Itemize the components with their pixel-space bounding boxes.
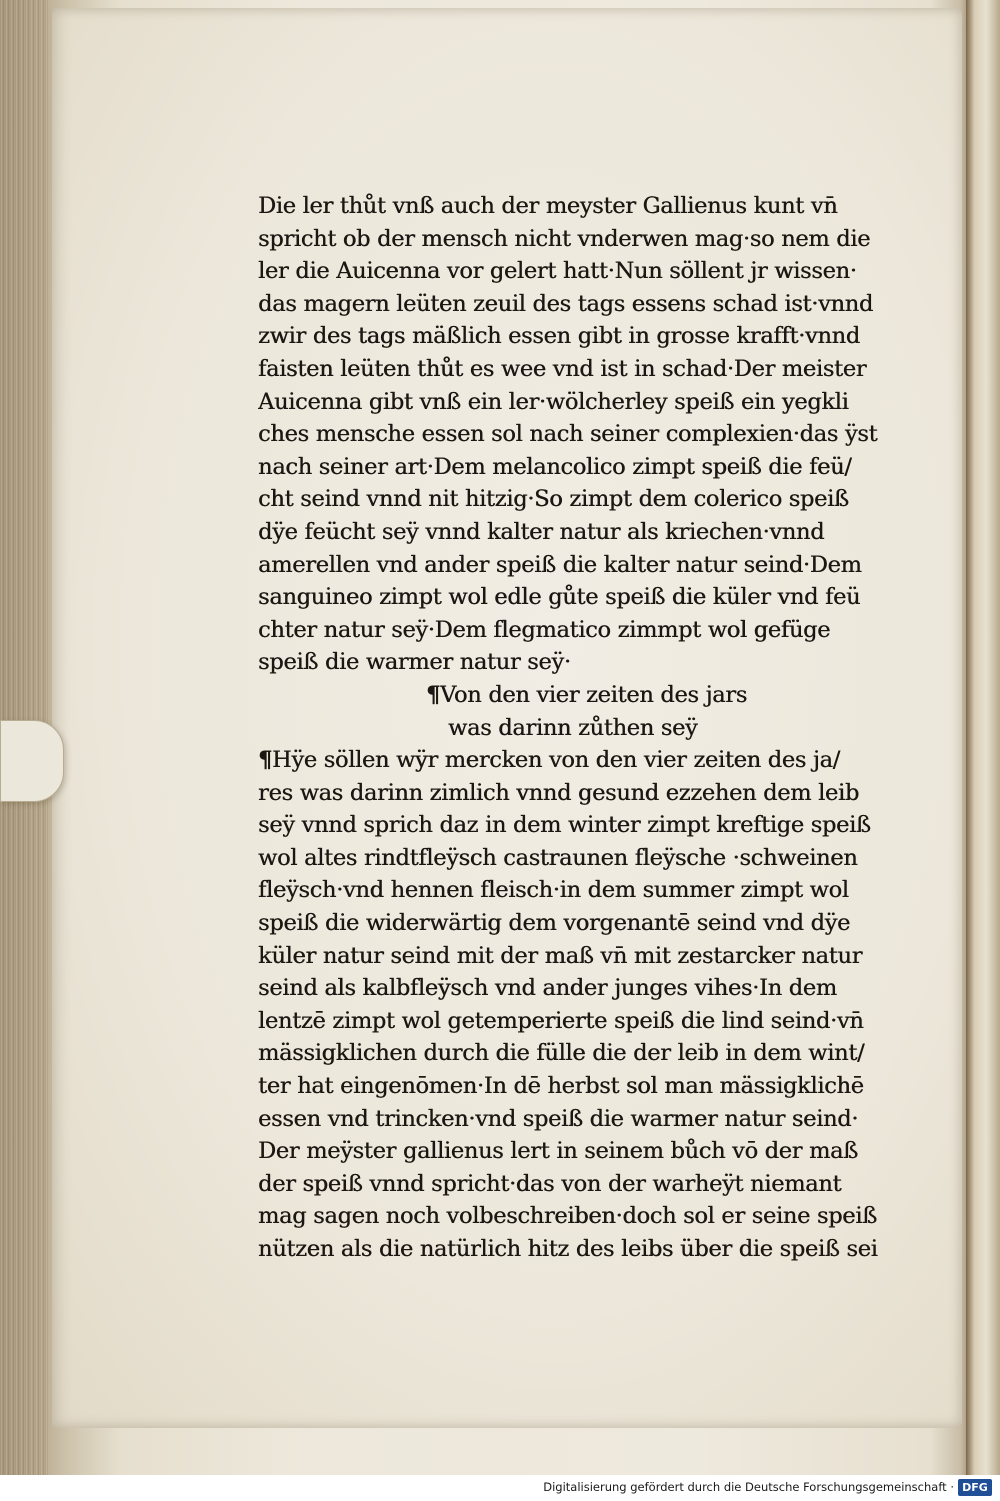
text-line: mag sagen noch volbeschreiben·doch sol er seine speiß	[258, 1203, 877, 1230]
text-line: Auicenna gibt vnß ein ler·wölcherley speiß ein yegkli	[258, 388, 849, 415]
text-line: ches mensche essen sol nach seiner complexien·das ÿst	[258, 421, 878, 448]
section-heading-line-1: Von den vier zeiten des jars	[440, 681, 747, 708]
text-line: nützen als die natürlich hitz des leibs über die speiß sei	[258, 1236, 878, 1262]
text-line: seÿ vnnd sprich daz in dem winter zimpt kreftige speiß	[258, 812, 871, 839]
text-line: speiß die widerwärtig dem vorgenantē seind vnd dÿe	[258, 910, 850, 937]
text-line: ¶Hÿe söllen wÿr mercken von den vier zeiten des ja/	[258, 747, 840, 774]
text-line: dÿe feücht seÿ vnnd kalter natur als kriechen·vnnd	[258, 518, 825, 545]
text-line: res was darinn zimlich vnnd gesund ezzehen dem leib	[258, 779, 859, 806]
text-line: Die ler thůt vnß auch der meyster Gallienus kunt vn̄	[258, 193, 838, 219]
text-line: essen vnd trincken·vnd speiß die warmer natur seind·	[258, 1105, 859, 1132]
text-line: sanguineo zimpt wol edle gůte speiß die küler vnd feü	[258, 584, 861, 611]
facing-page-edge	[966, 0, 1000, 1475]
bookmark-tab	[0, 720, 64, 802]
text-line: chter natur seÿ·Dem flegmatico zimmpt wol gefüge	[258, 616, 831, 643]
text-line: das magern leüten zeuil des tags essens schad ist·vnnd	[258, 290, 873, 317]
text-line: wol altes rindtfleÿsch castraunen fleÿsche ·schweinen	[258, 844, 858, 871]
text-line: ter hat eingenōmen·In dē herbst sol man mässigklichē	[258, 1073, 864, 1100]
pilcrow-mark: ¶	[426, 681, 441, 708]
text-line: Der meÿster gallienus lert in seinem bůch vō der maß	[258, 1138, 858, 1165]
section-heading-line-2: was darinn zůthen seÿ	[448, 714, 698, 741]
section-heading	[258, 679, 898, 712]
text-line: seind als kalbfleÿsch vnd ander junges vihes·In dem	[258, 975, 837, 1002]
text-line: zwir des tags mäßlich essen gibt in grosse krafft·vnnd	[258, 323, 860, 350]
footer-bar	[0, 1475, 1000, 1501]
text-line: spricht ob der mensch nicht vnderwen mag·so nem die	[258, 225, 871, 252]
text-line: speiß die warmer natur seÿ·	[258, 649, 571, 676]
text-line: amerellen vnd ander speiß die kalter natur seind·Dem	[258, 551, 862, 578]
pilcrow-mark: ¶	[258, 747, 273, 774]
funding-credit: Digitalisierung gefördert durch die Deutsche Forschungsgemeinschaft ·	[543, 1480, 954, 1494]
text-line: der speiß vnnd spricht·das von der warheÿt niemant	[258, 1170, 842, 1197]
text-line: küler natur seind mit der maß vn̄ mit zestarcker natur	[258, 942, 863, 969]
text-line: nach seiner art·Dem melancolico zimpt speiß die feü/	[258, 453, 852, 480]
dfg-logo: DFG	[958, 1479, 992, 1496]
text-line: mässigklichen durch die fülle die der leib in dem wint/	[258, 1040, 865, 1067]
text-body	[258, 190, 898, 1266]
text-line: faisten leüten thůt es wee vnd ist in schad·Der meister	[258, 355, 867, 382]
text-line: cht seind vnnd nit hitzig·So zimpt dem colerico speiß	[258, 486, 849, 513]
text-line: fleÿsch·vnd hennen fleisch·in dem summer zimpt wol	[258, 877, 849, 904]
text-line: lentzē zimpt wol getemperierte speiß die lind seind·vn̄	[258, 1007, 864, 1034]
text-line: ler die Auicenna vor gelert hatt·Nun söllent jr wissen·	[258, 258, 857, 285]
